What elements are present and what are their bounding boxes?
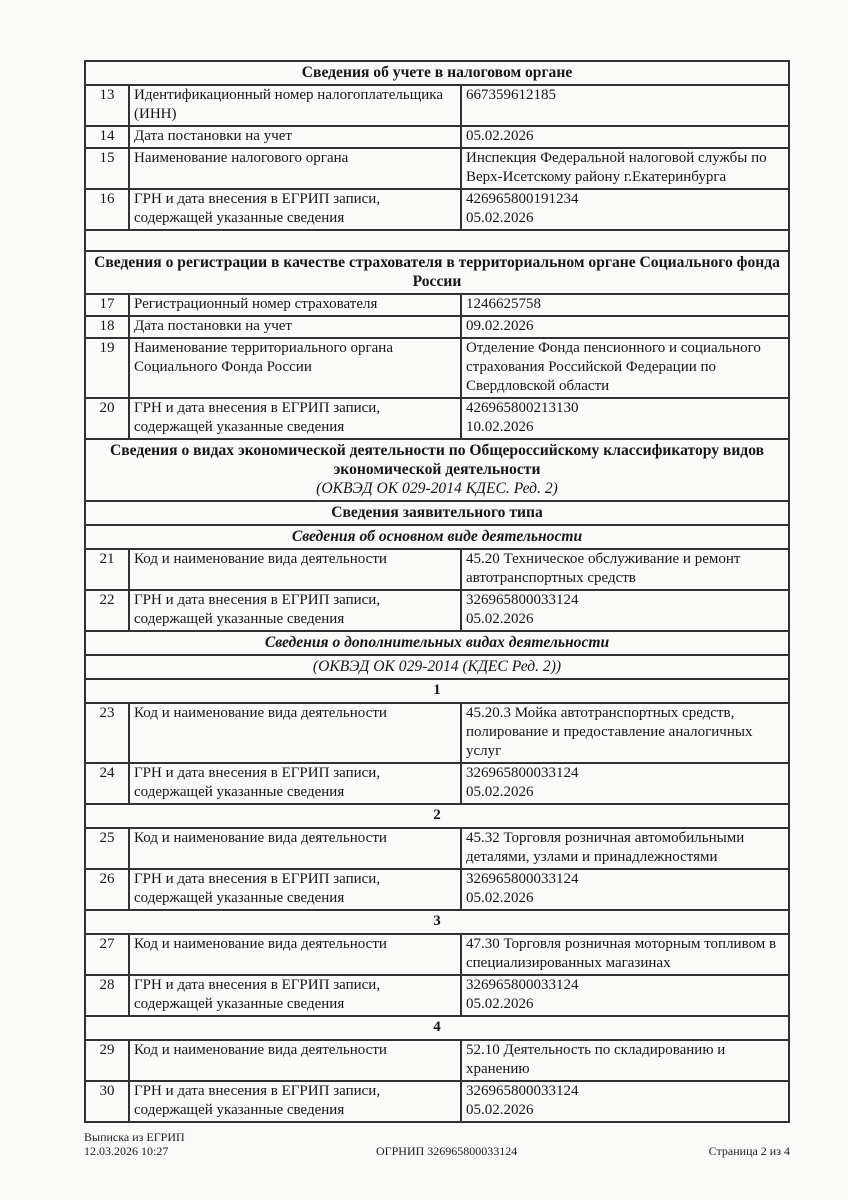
row-value [461, 398, 789, 439]
row-value [461, 338, 789, 398]
row-label: Код и наименование вида деятельности [129, 828, 461, 869]
row-value-line: 45.32 Торговля розничная автомобильными деталями, узлами и принадлежностями [466, 830, 745, 865]
row-label: ГРН и дата внесения в ЕГРИП записи, содержащей указанные сведения [129, 975, 461, 1016]
section-header-row [85, 655, 789, 679]
row-value-line: Отделение Фонда пенсионного и социального страхования Российской Федерации по Свердловской области [466, 340, 761, 394]
row-label: Код и наименование вида деятельности [129, 703, 461, 763]
row-value-line: 326965800033124 [466, 592, 579, 608]
row-value-line: 45.20.3 Мойка автотранспортных средств, полирование и предоставление аналогичных услуг [466, 705, 753, 759]
row-label: Наименование налогового органа [129, 148, 461, 189]
footer-doc-type: Выписка из ЕГРИП [84, 1130, 185, 1144]
row-number: 21 [85, 549, 129, 590]
section-header-row [85, 631, 789, 655]
egrip-extract-table [84, 60, 790, 1123]
section-header [85, 251, 789, 294]
row-value-line: 326965800033124 [466, 1083, 579, 1099]
row-label: Код и наименование вида деятельности [129, 1040, 461, 1081]
activity-index: 1 [85, 679, 789, 703]
table-row [85, 590, 789, 631]
row-value-line: 426965800191234 [466, 191, 579, 207]
row-label: Наименование территориального органа Социального Фонда России [129, 338, 461, 398]
section-header-line: Сведения заявительного типа [331, 504, 543, 521]
section-header-line: Сведения об учете в налоговом органе [301, 64, 573, 81]
row-label: Код и наименование вида деятельности [129, 934, 461, 975]
row-label: Код и наименование вида деятельности [129, 549, 461, 590]
table-row [85, 189, 789, 230]
table-row [85, 338, 789, 398]
row-value [461, 828, 789, 869]
section-header [85, 501, 789, 525]
row-value [461, 148, 789, 189]
row-value-line: 05.02.2026 [466, 210, 534, 226]
section-header [85, 61, 789, 85]
row-value [461, 126, 789, 148]
row-label: Дата постановки на учет [129, 126, 461, 148]
table-row [85, 549, 789, 590]
section-header-line: (ОКВЭД ОК 029-2014 (КДЕС Ред. 2)) [312, 658, 562, 675]
table-row [85, 1081, 789, 1122]
row-value-line: 10.02.2026 [466, 419, 534, 435]
row-number: 20 [85, 398, 129, 439]
row-label: ГРН и дата внесения в ЕГРИП записи, содержащей указанные сведения [129, 398, 461, 439]
activity-index-row [85, 679, 789, 703]
row-value [461, 703, 789, 763]
table-row [85, 126, 789, 148]
row-number: 16 [85, 189, 129, 230]
activity-index-row [85, 1016, 789, 1040]
activity-index-row [85, 804, 789, 828]
table-row [85, 85, 789, 126]
spacer-row [85, 230, 789, 251]
section-header [85, 631, 789, 655]
row-number: 17 [85, 294, 129, 316]
row-label: ГРН и дата внесения в ЕГРИП записи, содержащей указанные сведения [129, 869, 461, 910]
row-number: 29 [85, 1040, 129, 1081]
table-row [85, 148, 789, 189]
row-label: ГРН и дата внесения в ЕГРИП записи, содержащей указанные сведения [129, 1081, 461, 1122]
row-label: ГРН и дата внесения в ЕГРИП записи, содержащей указанные сведения [129, 590, 461, 631]
section-header-row [85, 439, 789, 501]
activity-index-row [85, 910, 789, 934]
table-row [85, 703, 789, 763]
row-value [461, 85, 789, 126]
row-value [461, 316, 789, 338]
table-row [85, 294, 789, 316]
row-number: 23 [85, 703, 129, 763]
row-value-line: 426965800213130 [466, 400, 579, 416]
activity-index: 3 [85, 910, 789, 934]
footer-datetime: 12.03.2026 10:27 [84, 1143, 169, 1158]
section-header-row [85, 251, 789, 294]
footer-page-number: Страница 2 из 4 [708, 1143, 790, 1158]
row-value [461, 1081, 789, 1122]
row-number: 26 [85, 869, 129, 910]
row-value [461, 934, 789, 975]
section-header-row [85, 501, 789, 525]
row-number: 14 [85, 126, 129, 148]
row-value-line: 326965800033124 [466, 871, 579, 887]
row-value [461, 975, 789, 1016]
section-header-row [85, 525, 789, 549]
table-row [85, 975, 789, 1016]
section-header [85, 439, 789, 501]
row-number: 30 [85, 1081, 129, 1122]
section-header-line: Сведения о регистрации в качестве страхователя в территориальном органе Социального фонда России [94, 254, 780, 290]
table-row [85, 316, 789, 338]
row-number: 15 [85, 148, 129, 189]
row-label: ГРН и дата внесения в ЕГРИП записи, содержащей указанные сведения [129, 189, 461, 230]
row-number: 27 [85, 934, 129, 975]
table-body [85, 61, 789, 1122]
row-value-line: 09.02.2026 [466, 318, 534, 334]
row-value-line: 45.20 Техническое обслуживание и ремонт автотранспортных средств [466, 551, 741, 586]
footer-left [84, 1131, 185, 1158]
footer-ogrnip: ОГРНИП 326965800033124 [376, 1143, 518, 1158]
row-value-line: 05.02.2026 [466, 996, 534, 1012]
section-header-line: Сведения о видах экономической деятельности по Общероссийскому классификатору видов экономической деятельности [109, 442, 765, 478]
table-row [85, 828, 789, 869]
row-value-line: 05.02.2026 [466, 128, 534, 144]
row-value [461, 590, 789, 631]
row-number: 28 [85, 975, 129, 1016]
section-header-line: (ОКВЭД ОК 029-2014 КДЕС. Ред. 2) [316, 480, 558, 497]
table-row [85, 398, 789, 439]
section-header-line: Сведения о дополнительных видах деятельности [264, 634, 610, 651]
row-label: ГРН и дата внесения в ЕГРИП записи, содержащей указанные сведения [129, 763, 461, 804]
row-value [461, 549, 789, 590]
row-value-line: 667359612185 [466, 87, 556, 103]
row-label: Дата постановки на учет [129, 316, 461, 338]
row-number: 13 [85, 85, 129, 126]
page-footer [84, 1131, 790, 1158]
row-value [461, 189, 789, 230]
section-header-row [85, 61, 789, 85]
section-header [85, 655, 789, 679]
table-row [85, 763, 789, 804]
row-value-line: 1246625758 [466, 296, 541, 312]
row-value-line: 52.10 Деятельность по складированию и хранению [466, 1042, 726, 1077]
row-value-line: 05.02.2026 [466, 890, 534, 906]
table-row [85, 934, 789, 975]
table-row [85, 1040, 789, 1081]
row-value [461, 763, 789, 804]
row-value-line: 05.02.2026 [466, 1102, 534, 1118]
row-number: 19 [85, 338, 129, 398]
row-number: 25 [85, 828, 129, 869]
row-value-line: 05.02.2026 [466, 784, 534, 800]
spacer-cell [85, 230, 789, 251]
activity-index: 2 [85, 804, 789, 828]
row-value-line: Инспекция Федеральной налоговой службы по Верх-Исетскому району г.Екатеринбурга [466, 150, 767, 185]
row-label: Регистрационный номер страхователя [129, 294, 461, 316]
table-row [85, 869, 789, 910]
row-value-line: 47.30 Торговля розничная моторным топливом в специализированных магазинах [466, 936, 777, 971]
row-value [461, 1040, 789, 1081]
activity-index: 4 [85, 1016, 789, 1040]
row-value [461, 294, 789, 316]
section-header-line: Сведения об основном виде деятельности [291, 528, 583, 545]
row-number: 22 [85, 590, 129, 631]
row-value-line: 326965800033124 [466, 765, 579, 781]
row-label: Идентификационный номер налогоплательщика (ИНН) [129, 85, 461, 126]
row-number: 18 [85, 316, 129, 338]
row-value-line: 326965800033124 [466, 977, 579, 993]
section-header [85, 525, 789, 549]
row-value-line: 05.02.2026 [466, 611, 534, 627]
row-value [461, 869, 789, 910]
row-number: 24 [85, 763, 129, 804]
